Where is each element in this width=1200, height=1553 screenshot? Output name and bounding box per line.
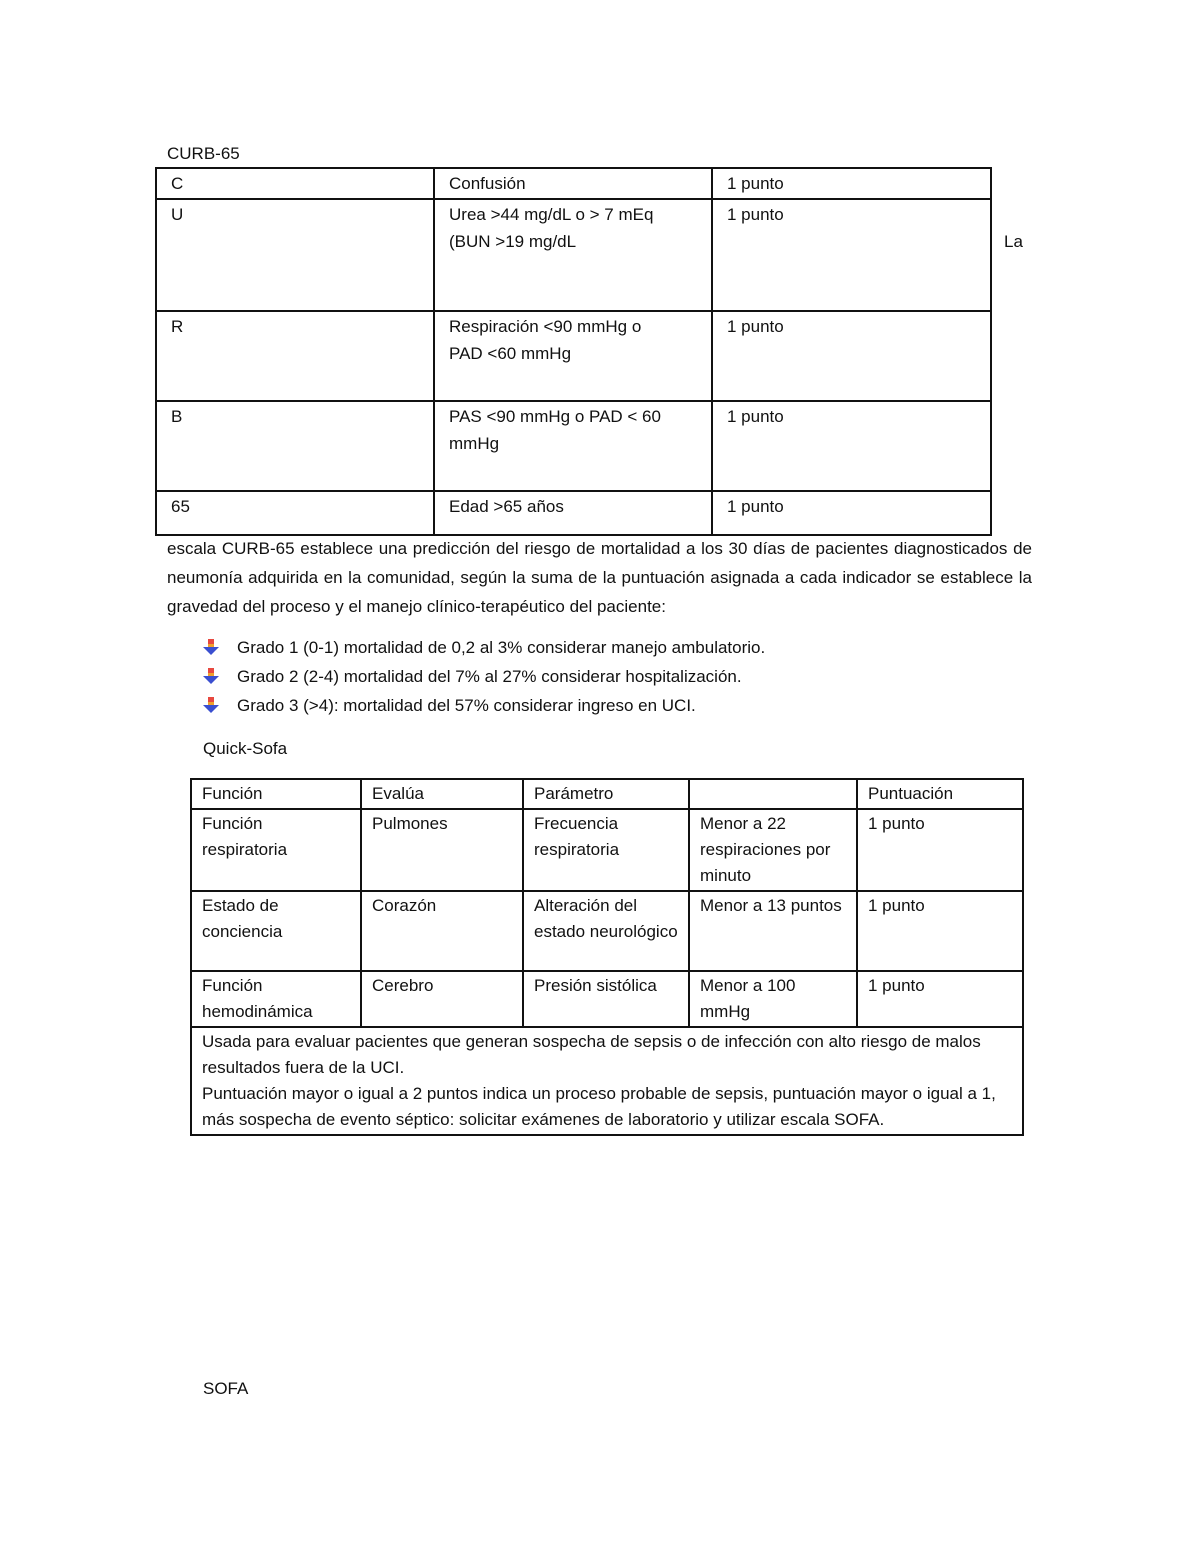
qsofa-table (190, 778, 1024, 1136)
curb-criterion (434, 401, 712, 491)
criterion-line: PAD <60 mmHg (449, 344, 572, 363)
table-row (156, 311, 991, 401)
arrow-bullet-icon (203, 668, 219, 684)
criterion-line: Urea >44 mg/dL o > 7 mEq (449, 205, 654, 224)
cell-parametro: Alteración del estado neurológico (523, 891, 689, 971)
table-row (191, 1027, 1023, 1135)
criterion-line: (BUN >19 mg/dL (449, 232, 577, 251)
cell-parametro: Frecuencia respiratoria (523, 809, 689, 891)
column-header (689, 779, 857, 809)
criterion-line: mmHg (449, 434, 500, 453)
note-line: Usada para evaluar pacientes que generan sospecha de sepsis o de infección con alto riesgo de malos resultados fuera de la UCI. (202, 1032, 981, 1077)
table-row (156, 491, 991, 535)
arrow-bullet-icon (203, 639, 219, 655)
grade-text: Grado 2 (2-4) mortalidad del 7% al 27% considerar hospitalización. (237, 667, 742, 686)
curb-points: 1 punto (712, 168, 991, 199)
curb-criterion (434, 199, 712, 311)
list-item (200, 691, 765, 720)
curb-points: 1 punto (712, 199, 991, 311)
cell-funcion: Estado de conciencia (191, 891, 361, 971)
criterion-line: Respiración <90 mmHg o (449, 317, 642, 336)
table-row (156, 401, 991, 491)
table-row (191, 891, 1023, 971)
list-item (200, 662, 765, 691)
cell-evalua: Corazón (361, 891, 523, 971)
cell-puntos: 1 punto (857, 809, 1023, 891)
sofa-title: SOFA (203, 1379, 249, 1398)
column-header: Puntuación (857, 779, 1023, 809)
cell-evalua: Pulmones (361, 809, 523, 891)
qsofa-title: Quick-Sofa (203, 739, 288, 758)
curb-points: 1 punto (712, 491, 991, 535)
side-word: La (1004, 232, 1023, 251)
cell-puntos: 1 punto (857, 971, 1023, 1027)
cell-funcion: Función hemodinámica (191, 971, 361, 1027)
curb-criterion: Edad >65 años (434, 491, 712, 535)
curb-letter: B (156, 401, 434, 491)
grade-list (200, 633, 765, 720)
curb-criterion (434, 311, 712, 401)
cell-parametro: Presión sistólica (523, 971, 689, 1027)
list-item (200, 633, 765, 662)
cell-funcion: Función respiratoria (191, 809, 361, 891)
curb-letter: R (156, 311, 434, 401)
arrow-bullet-icon (203, 697, 219, 713)
note-line: Puntuación mayor o igual a 2 puntos indica un proceso probable de sepsis, puntuación mayor o igual a 1, más sospecha de evento séptico: solicitar exámenes de laboratorio y utilizar escala SOFA. (202, 1084, 996, 1129)
cell-evalua: Cerebro (361, 971, 523, 1027)
table-header-row (191, 779, 1023, 809)
qsofa-note (191, 1027, 1023, 1135)
table-row (191, 971, 1023, 1027)
curb-letter: 65 (156, 491, 434, 535)
cell-valor: Menor a 22 respiraciones por minuto (689, 809, 857, 891)
column-header: Evalúa (361, 779, 523, 809)
curb-title: CURB-65 (167, 144, 240, 163)
cell-valor: Menor a 100 mmHg (689, 971, 857, 1027)
curb-criterion: Confusión (434, 168, 712, 199)
cell-puntos: 1 punto (857, 891, 1023, 971)
column-header: Parámetro (523, 779, 689, 809)
cell-valor: Menor a 13 puntos (689, 891, 857, 971)
column-header: Función (191, 779, 361, 809)
curb-letter: U (156, 199, 434, 311)
criterion-line: PAS <90 mmHg o PAD < 60 (449, 407, 661, 426)
grade-text: Grado 1 (0-1) mortalidad de 0,2 al 3% considerar manejo ambulatorio. (237, 638, 766, 657)
table-row (191, 809, 1023, 891)
curb-table (155, 167, 992, 536)
grade-text: Grado 3 (>4): mortalidad del 57% considerar ingreso en UCI. (237, 696, 696, 715)
curb-points: 1 punto (712, 311, 991, 401)
table-row (156, 199, 991, 311)
curb-paragraph: escala CURB-65 establece una predicción del riesgo de mortalidad a los 30 días de pacientes diagnosticados de neumonía adquirida en la comunidad, según la suma de la puntuación asignada a cada indicador se establece la gravedad del proceso y el manejo clínico-terapéutico del paciente: (167, 539, 1032, 616)
curb-points: 1 punto (712, 401, 991, 491)
curb-letter: C (156, 168, 434, 199)
table-row (156, 168, 991, 199)
